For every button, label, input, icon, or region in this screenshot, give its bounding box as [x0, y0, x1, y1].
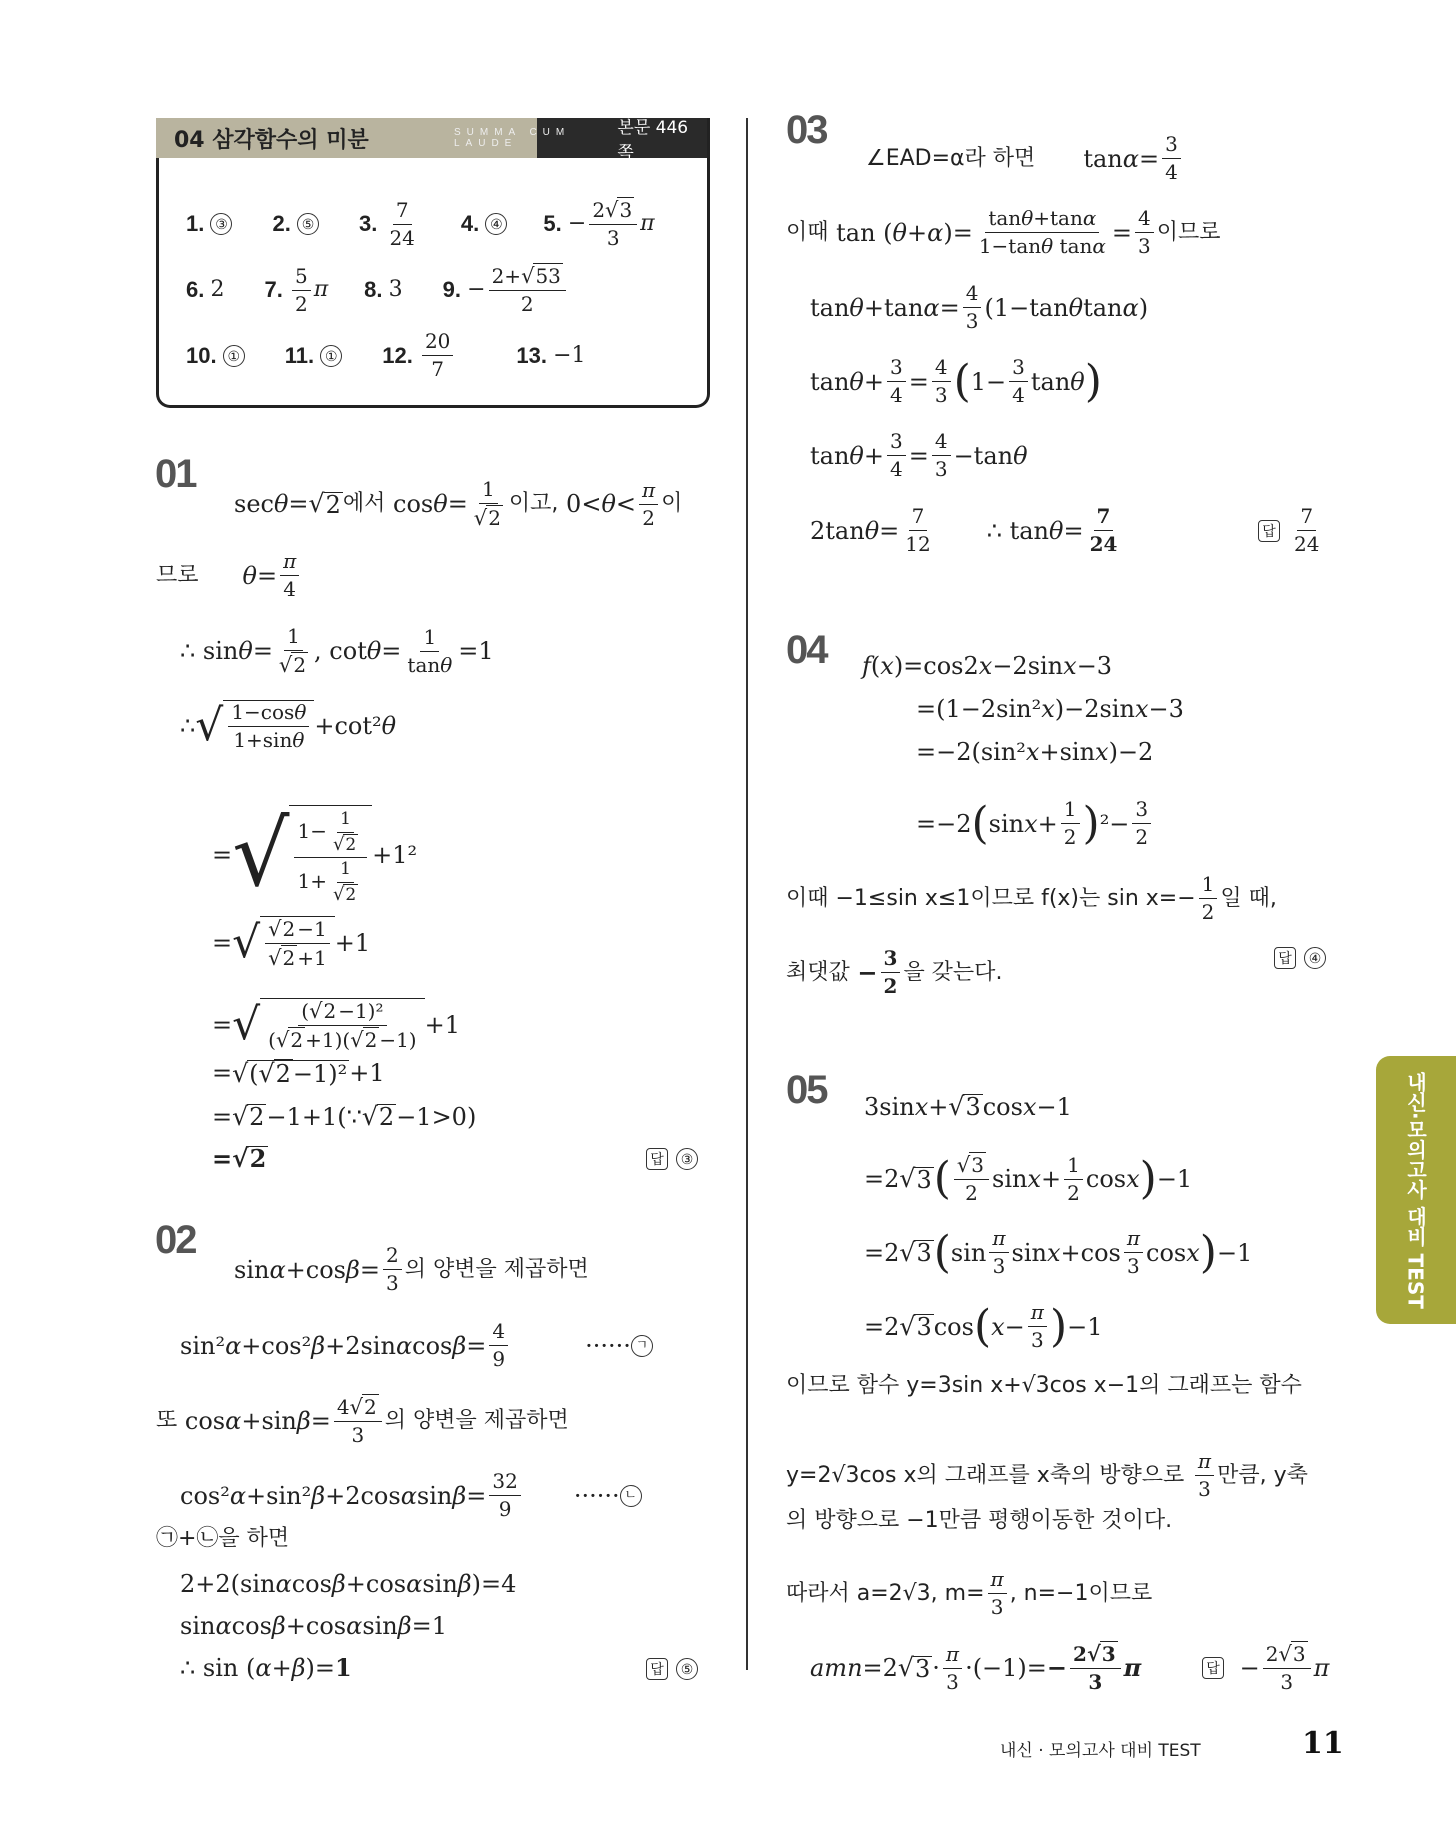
p03-line6: 2tan θ = $\frac{7}{12}$ ∴ tan θ = $\frac{7}{24}$ — [810, 504, 1118, 556]
p05-line2: =2 √ 3 ( $\frac{√3}{2}$ sin x + $\frac{1}{2}$ cos x ) −1 — [864, 1152, 1193, 1206]
p01-line6: = √ $\frac{√2 -1}{√2 +1}$ +1 — [212, 917, 371, 971]
problem-01-number: 01 — [155, 452, 196, 496]
answer-12-fraction: $\frac{20}{7}$ — [422, 330, 453, 381]
p04-line4: =−2 ( sin x + $\frac{1}{2}$ ) ²− $\frac{3}{2}$ — [916, 798, 1154, 849]
p02-line5: ㉠+㉡을 하면 — [156, 1526, 290, 1551]
p04-answer: 답 ④ — [1274, 947, 1326, 969]
p04-line6: 최댓값 − $\frac{3}{2}$ 을 갖는다. — [786, 946, 1003, 998]
p02-line8: ∴ sin ( α + β )= 1 — [180, 1653, 352, 1682]
p05-line9: amn =2 √ 3 · $\frac{\pi}{3}$ ·(−1)= − $\frac{2√3}{3}$ π — [810, 1641, 1142, 1695]
p01-line2: 므로 θ = $\frac{\pi}{4}$ — [156, 550, 302, 601]
p05-line3: =2 √ 3 ( sin $\frac{\pi}{3}$ sin x +cos $\frac{\pi}{3}$ cos x ) −1 — [864, 1226, 1253, 1278]
p03-line3: tan θ +tan α = $\frac{4}{3}$ (1−tan θ tan α ) — [810, 281, 1149, 333]
answer-7-fraction: $\frac{5}{2}$ — [292, 265, 311, 316]
answer-row-1: 1. ③ 2. ⑤ 3. $\frac{7}{24}$ 4. ④ 5. − $\frac{2√3}{3}$ π — [186, 197, 655, 251]
problem-05-number: 05 — [786, 1068, 827, 1112]
p05-line7: 의 방향으로 −1만큼 평행이동한 것이다. — [786, 1508, 1173, 1533]
p05-line4: =2 √ 3 cos ( x − $\frac{\pi}{3}$ ) −1 — [864, 1300, 1103, 1352]
p02-line2: sin² α +cos² β +2sin α cos β = $\frac{4}{9}$ ······ ㄱ — [180, 1320, 653, 1371]
p03-line2: 이때 tan ( θ + α )= $\frac{\tan\theta+\tan\alpha}{\text{1−tanθ tanα}}$ = $\frac{4}{3}$ 이므로 — [786, 206, 1221, 258]
page-number: 11 — [1302, 1726, 1344, 1761]
section-title: 04 삼각함수의 미분 — [174, 127, 369, 153]
answer-3-fraction: $\frac{7}{24}$ — [389, 197, 415, 250]
problem-02-number: 02 — [155, 1218, 196, 1262]
answer-5-fraction: $\frac{2√3}{3}$ — [589, 198, 637, 250]
column-divider — [746, 118, 748, 1670]
footer-label: 내신 · 모의고사 대비 TEST — [1000, 1741, 1201, 1761]
p05-answer: 답 − $\frac{2√3}{3}$ π — [1202, 1642, 1329, 1694]
p01-line10: = √ 2 — [212, 1143, 267, 1174]
p01-line5: = √ 1− $\frac{1}{√2}$ 1+ $\frac{1}{√2}$ +1² — [212, 802, 418, 908]
p04-line3: =−2(sin² x +sin x )−2 — [916, 738, 1154, 766]
p03-line1: ∠EAD=α라 하면 tan α = $\frac{3}{4}$ — [866, 133, 1184, 184]
answer-9-fraction: $\frac{2+√53}{2}$ — [489, 264, 566, 316]
p03-answer-fraction: $\frac{7}{24}$ — [1294, 504, 1320, 556]
p04-line1: f ( x )=cos2 x −2sin x −3 — [862, 652, 1113, 680]
p01-line4: ∴ √ $\frac{1-\cos\theta}{1+\sin\theta}$ +cot² θ — [180, 700, 397, 752]
side-tab — [1376, 1056, 1456, 1324]
p04-line5: 이때 −1≤sin x≤1이므로 f(x)는 sin x=− $\frac{1}{2}$ 일 때, — [786, 872, 1277, 924]
p02-line7: sin α cos β +cos α sin β =1 — [180, 1612, 448, 1640]
p05-line8: 따라서 a=2√3, m= $\frac{\pi}{3}$ , n=−1이므로 — [786, 1567, 1153, 1619]
answer-box-header — [156, 118, 707, 163]
problem-03-number: 03 — [786, 108, 827, 152]
p02-answer: 답 ⑤ — [646, 1658, 698, 1680]
answer-row-3: 10. ① 11. ① 12. $\frac{20}{7}$ 13. −1 — [186, 329, 586, 381]
p03-answer: 답 $\frac{7}{24}$ — [1258, 505, 1325, 556]
side-tab-label: 내신·모의고사 대비 TEST — [1403, 1071, 1428, 1309]
answer-row-2: 6. 2 7. $\frac{5}{2}$ π 8. 3 9. − $\frac{2+√53}{2}$ — [186, 264, 569, 316]
p05-line1: 3sin x + √ 3 cos x −1 — [864, 1092, 1072, 1122]
p03-line4: tan θ + $\frac{3}{4}$ = $\frac{4}{3}$ ( 1− $\frac{3}{4}$ tan θ ) — [810, 355, 1102, 407]
p01-answer: 답 ③ — [646, 1148, 698, 1170]
page-reference: 본문 446쪽 — [617, 118, 689, 163]
p05-line6: y=2√3cos x의 그래프를 x축의 방향으로 $\frac{\pi}{3}$ 만큼, y축 — [786, 1449, 1308, 1501]
p01-line9: = √ 2 −1+1(∵ √ 2 −1>0) — [212, 1102, 477, 1132]
p01-line3: ∴ sin θ = $\frac{1}{√2}$ , cot θ = $\frac{1}{\tan\theta}$ =1 — [180, 624, 494, 677]
p04-line2: =(1−2sin² x )−2sin x −3 — [916, 695, 1184, 723]
p02-line4: cos² α +sin² β +2cos α sin β = $\frac{32}{9}$ ······ ㄴ — [180, 1470, 642, 1521]
p01-line8: = √ (√2−1)² +1 — [212, 1058, 385, 1088]
p02-line3: 또 cos α +sin β = $\frac{4√2}{3}$ 의 양변을 제곱하면 — [156, 1395, 569, 1448]
p02-line1: sin α +cos β = $\frac{2}{3}$ 의 양변을 제곱하면 — [234, 1243, 589, 1295]
p05-answer-fraction: $\frac{2√3}{3}$ — [1263, 1642, 1311, 1694]
p03-line5: tan θ + $\frac{3}{4}$ = $\frac{4}{3}$ −tan θ — [810, 429, 1028, 481]
p01-line7: = √ $\frac{\text{(√2 −1)²}}{(√2 +1)(√2 -1)}$ +1 — [212, 999, 460, 1053]
p05-line5: 이므로 함수 y=3sin x+√3cos x−1의 그래프는 함수 — [786, 1373, 1302, 1398]
p01-line1: sec θ = √ 2 에서 cos θ = $\frac{1}{√2}$ 이고, 0< θ < $\frac{\pi}{2}$ 이 — [234, 477, 683, 530]
problem-04-number: 04 — [786, 628, 827, 672]
p02-line6: 2+2(sin α cos β +cos α sin β )=4 — [180, 1570, 517, 1598]
brand-label: SUMMA CUM LAUDE — [454, 127, 571, 149]
